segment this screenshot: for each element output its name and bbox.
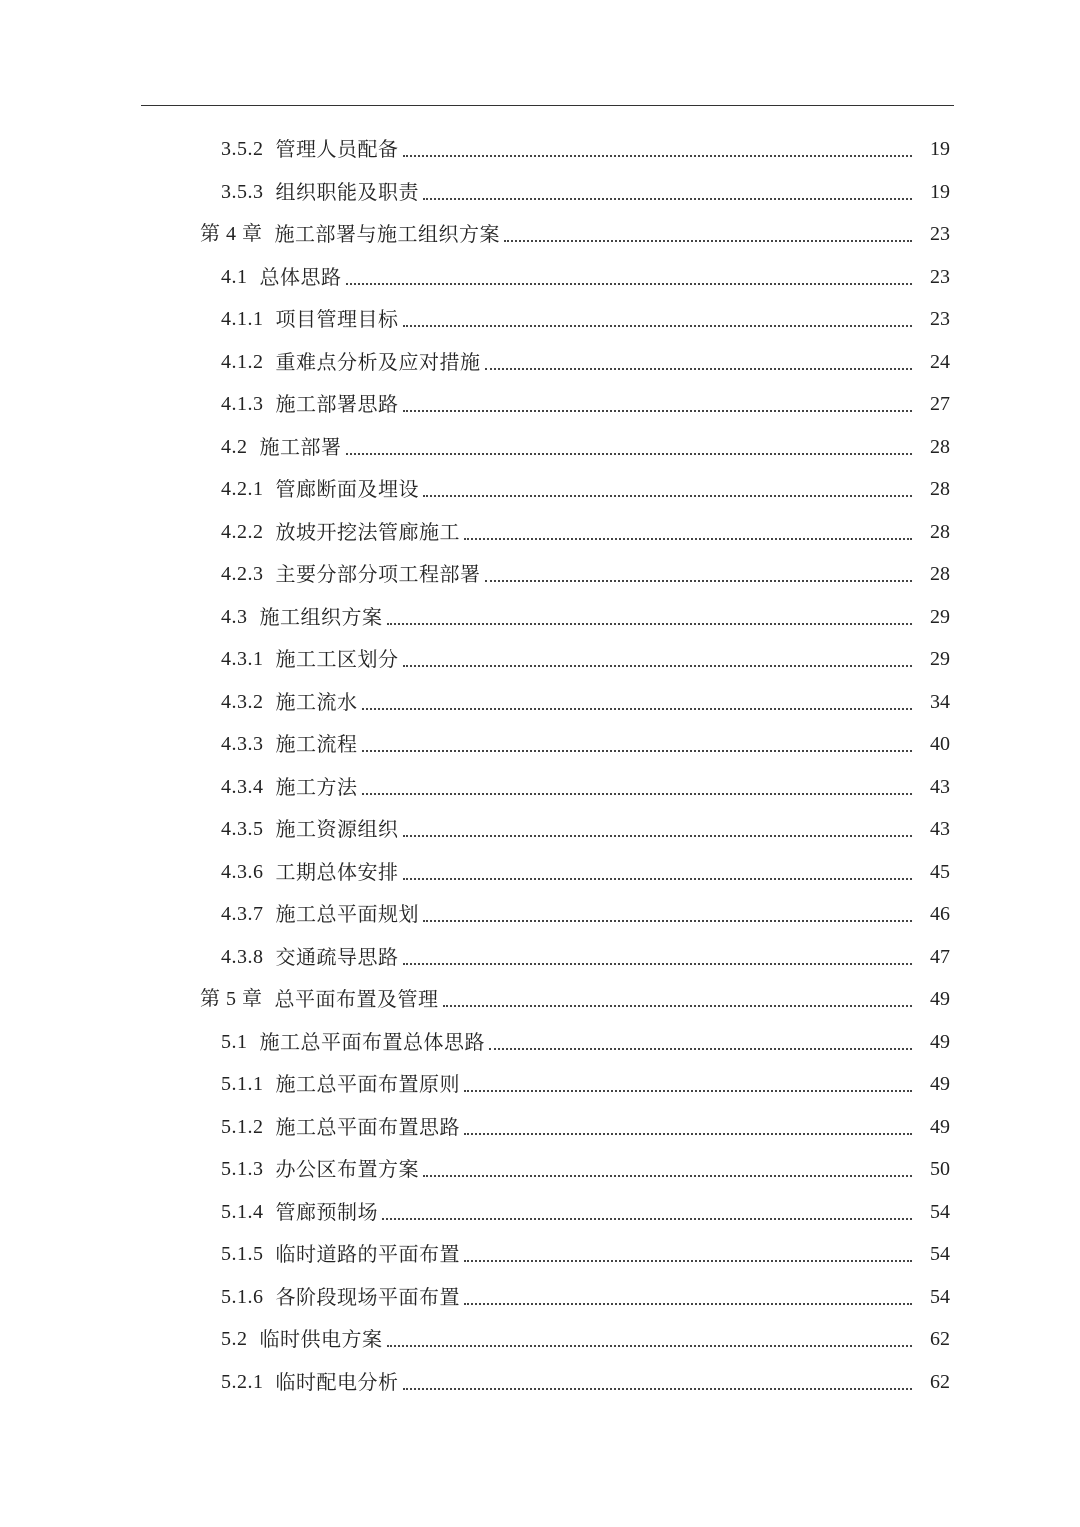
toc-dot-leader bbox=[504, 240, 912, 242]
toc-entry[interactable] bbox=[0, 1021, 1080, 1064]
toc-entry-page-number: 43 bbox=[930, 775, 950, 798]
toc-dot-leader bbox=[464, 1090, 912, 1092]
toc-entry-title: 项目管理目标 bbox=[275, 307, 399, 332]
toc-dot-leader bbox=[464, 1303, 912, 1305]
toc-dot-leader bbox=[403, 878, 913, 880]
toc-entry-page-number: 19 bbox=[930, 138, 950, 161]
toc-entry[interactable] bbox=[0, 1361, 1080, 1404]
toc-entry-title: 临时供电方案 bbox=[259, 1327, 383, 1352]
toc-entry[interactable] bbox=[0, 1063, 1080, 1106]
toc-entry-page-number: 54 bbox=[930, 1200, 950, 1223]
toc-entry-number: 4.3.4 bbox=[221, 775, 264, 798]
toc-entry-title: 施工流程 bbox=[275, 732, 358, 757]
toc-entry-number: 5.1 bbox=[221, 1030, 248, 1053]
toc-dot-leader bbox=[403, 155, 913, 157]
toc-dot-leader bbox=[423, 920, 912, 922]
toc-entry-title: 办公区布置方案 bbox=[275, 1157, 419, 1182]
toc-entry-number: 5.1.3 bbox=[221, 1158, 264, 1181]
toc-entry-page-number: 54 bbox=[930, 1243, 950, 1266]
toc-entry[interactable] bbox=[0, 681, 1080, 724]
toc-dot-leader bbox=[403, 963, 913, 965]
toc-dot-leader bbox=[485, 580, 913, 582]
toc-entry-page-number: 23 bbox=[930, 223, 950, 246]
toc-entry-page-number: 34 bbox=[930, 690, 950, 713]
toc-entry[interactable] bbox=[0, 893, 1080, 936]
toc-entry[interactable] bbox=[0, 511, 1080, 554]
toc-entry-title: 施工总平面布置原则 bbox=[275, 1072, 460, 1097]
toc-entry-number: 4.1.3 bbox=[221, 393, 264, 416]
toc-entry-number: 第 4 章 bbox=[200, 223, 263, 246]
toc-entry-page-number: 28 bbox=[930, 520, 950, 543]
toc-entry-number: 4.3.7 bbox=[221, 903, 264, 926]
toc-entry-number: 4.1.2 bbox=[221, 350, 264, 373]
toc-entry-title: 施工组织方案 bbox=[259, 604, 383, 629]
toc-entry-title: 临时配电分析 bbox=[275, 1369, 399, 1394]
toc-entry-page-number: 43 bbox=[930, 818, 950, 841]
toc-dot-leader bbox=[423, 1175, 912, 1177]
toc-dot-leader bbox=[403, 835, 913, 837]
toc-entry-page-number: 23 bbox=[930, 265, 950, 288]
toc-entry-page-number: 50 bbox=[930, 1158, 950, 1181]
toc-entry-page-number: 62 bbox=[930, 1328, 950, 1351]
toc-dot-leader bbox=[443, 1005, 913, 1007]
toc-entry-page-number: 24 bbox=[930, 350, 950, 373]
toc-entry-number: 4.1 bbox=[221, 265, 248, 288]
toc-entry-page-number: 28 bbox=[930, 478, 950, 501]
toc-entry[interactable] bbox=[0, 1106, 1080, 1149]
toc-entry-title: 施工总平面布置思路 bbox=[275, 1114, 460, 1139]
toc-entry-page-number: 49 bbox=[930, 1030, 950, 1053]
toc-dot-leader bbox=[464, 538, 912, 540]
toc-entry-number: 5.1.6 bbox=[221, 1285, 264, 1308]
toc-entry-title: 总平面布置及管理 bbox=[274, 987, 439, 1012]
toc-entry-page-number: 62 bbox=[930, 1370, 950, 1393]
toc-entry[interactable] bbox=[0, 171, 1080, 214]
toc-entry-number: 4.2.3 bbox=[221, 563, 264, 586]
toc-entry-number: 5.1.5 bbox=[221, 1243, 264, 1266]
toc-entry[interactable] bbox=[0, 298, 1080, 341]
toc-entry-page-number: 28 bbox=[930, 435, 950, 458]
toc-entry-page-number: 27 bbox=[930, 393, 950, 416]
toc-entry[interactable] bbox=[0, 766, 1080, 809]
toc-entry[interactable] bbox=[0, 851, 1080, 894]
toc-dot-leader bbox=[387, 623, 913, 625]
toc-entry-title: 管理人员配备 bbox=[275, 137, 399, 162]
toc-entry-number: 4.3 bbox=[221, 605, 248, 628]
toc-entry[interactable] bbox=[0, 426, 1080, 469]
toc-chapter-entry[interactable] bbox=[0, 213, 1080, 256]
toc-entry-title: 主要分部分项工程部署 bbox=[275, 562, 481, 587]
toc-dot-leader bbox=[346, 453, 913, 455]
toc-entry[interactable] bbox=[0, 723, 1080, 766]
toc-entry-page-number: 40 bbox=[930, 733, 950, 756]
toc-entry[interactable] bbox=[0, 468, 1080, 511]
toc-entry-title: 管廊断面及埋设 bbox=[275, 477, 419, 502]
toc-dot-leader bbox=[382, 1218, 912, 1220]
toc-entry[interactable] bbox=[0, 1148, 1080, 1191]
toc-entry-number: 5.1.1 bbox=[221, 1073, 264, 1096]
toc-dot-leader bbox=[403, 410, 913, 412]
toc-entry-number: 4.3.1 bbox=[221, 648, 264, 671]
toc-entry-title: 施工部署 bbox=[259, 434, 342, 459]
toc-dot-leader bbox=[362, 750, 913, 752]
toc-entry-title: 施工资源组织 bbox=[275, 817, 399, 842]
toc-entry-title: 施工部署与施工组织方案 bbox=[274, 222, 500, 247]
toc-entry-title: 总体思路 bbox=[259, 264, 342, 289]
toc-dot-leader bbox=[362, 793, 913, 795]
toc-entry-page-number: 45 bbox=[930, 860, 950, 883]
toc-entry-page-number: 49 bbox=[930, 1073, 950, 1096]
toc-entry-number: 4.1.1 bbox=[221, 308, 264, 331]
toc-dot-leader bbox=[423, 198, 912, 200]
toc-entry-title: 工期总体安排 bbox=[275, 859, 399, 884]
toc-entry[interactable] bbox=[0, 638, 1080, 681]
toc-entry-page-number: 54 bbox=[930, 1285, 950, 1308]
toc-entry-number: 5.2 bbox=[221, 1328, 248, 1351]
toc-entry[interactable] bbox=[0, 383, 1080, 426]
toc-dot-leader bbox=[423, 495, 912, 497]
toc-dot-leader bbox=[403, 665, 913, 667]
header-rule bbox=[141, 105, 954, 106]
toc-entry-number: 第 5 章 bbox=[200, 988, 263, 1011]
toc-dot-leader bbox=[485, 368, 913, 370]
toc-entry-title: 施工流水 bbox=[275, 689, 358, 714]
toc-entry[interactable] bbox=[0, 1318, 1080, 1361]
toc-entry-number: 5.1.2 bbox=[221, 1115, 264, 1138]
toc-entry-page-number: 49 bbox=[930, 1115, 950, 1138]
toc-entry-number: 4.2.1 bbox=[221, 478, 264, 501]
toc-entry-number: 4.3.3 bbox=[221, 733, 264, 756]
toc-entry-page-number: 47 bbox=[930, 945, 950, 968]
toc-entry-number: 4.2 bbox=[221, 435, 248, 458]
toc-entry[interactable] bbox=[0, 1191, 1080, 1234]
toc-entry[interactable] bbox=[0, 808, 1080, 851]
toc-dot-leader bbox=[387, 1345, 913, 1347]
toc-entry-title: 重难点分析及应对措施 bbox=[275, 349, 481, 374]
toc-entry-title: 管廊预制场 bbox=[275, 1199, 378, 1224]
toc-entry-page-number: 28 bbox=[930, 563, 950, 586]
toc-entry[interactable] bbox=[0, 341, 1080, 384]
toc-dot-leader bbox=[346, 283, 913, 285]
toc-entry-title: 施工总平面规划 bbox=[275, 902, 419, 927]
toc-dot-leader bbox=[362, 708, 913, 710]
toc-entry-page-number: 49 bbox=[930, 988, 950, 1011]
toc-dot-leader bbox=[489, 1048, 912, 1050]
toc-entry-number: 4.3.8 bbox=[221, 945, 264, 968]
toc-entry-title: 交通疏导思路 bbox=[275, 944, 399, 969]
toc-entry-number: 5.1.4 bbox=[221, 1200, 264, 1223]
toc-entry-page-number: 23 bbox=[930, 308, 950, 331]
toc-dot-leader bbox=[464, 1260, 912, 1262]
toc-entry-title: 施工工区划分 bbox=[275, 647, 399, 672]
toc-entry-number: 4.2.2 bbox=[221, 520, 264, 543]
toc-entry-page-number: 19 bbox=[930, 180, 950, 203]
toc-entry-title: 施工部署思路 bbox=[275, 392, 399, 417]
toc-entry[interactable] bbox=[0, 553, 1080, 596]
toc-entry[interactable] bbox=[0, 596, 1080, 639]
toc-entry-page-number: 29 bbox=[930, 648, 950, 671]
toc-entry-number: 4.3.5 bbox=[221, 818, 264, 841]
toc-entry[interactable] bbox=[0, 1233, 1080, 1276]
toc-dot-leader bbox=[464, 1133, 912, 1135]
toc-entry-title: 各阶段现场平面布置 bbox=[275, 1284, 460, 1309]
toc-entry-number: 3.5.3 bbox=[221, 180, 264, 203]
table-of-contents bbox=[0, 128, 1080, 1403]
toc-entry-title: 施工总平面布置总体思路 bbox=[259, 1029, 485, 1054]
toc-entry-title: 放坡开挖法管廊施工 bbox=[275, 519, 460, 544]
toc-entry[interactable] bbox=[0, 256, 1080, 299]
toc-entry-number: 5.2.1 bbox=[221, 1370, 264, 1393]
toc-entry-title: 施工方法 bbox=[275, 774, 358, 799]
toc-entry-title: 组织职能及职责 bbox=[275, 179, 419, 204]
toc-entry-page-number: 46 bbox=[930, 903, 950, 926]
toc-entry-number: 4.3.2 bbox=[221, 690, 264, 713]
toc-entry-page-number: 29 bbox=[930, 605, 950, 628]
toc-entry-number: 3.5.2 bbox=[221, 138, 264, 161]
toc-entry-title: 临时道路的平面布置 bbox=[275, 1242, 460, 1267]
toc-entry-number: 4.3.6 bbox=[221, 860, 264, 883]
toc-entry[interactable] bbox=[0, 1276, 1080, 1319]
toc-dot-leader bbox=[403, 1388, 913, 1390]
toc-entry[interactable] bbox=[0, 128, 1080, 171]
toc-entry[interactable] bbox=[0, 936, 1080, 979]
toc-dot-leader bbox=[403, 325, 913, 327]
toc-chapter-entry[interactable] bbox=[0, 978, 1080, 1021]
